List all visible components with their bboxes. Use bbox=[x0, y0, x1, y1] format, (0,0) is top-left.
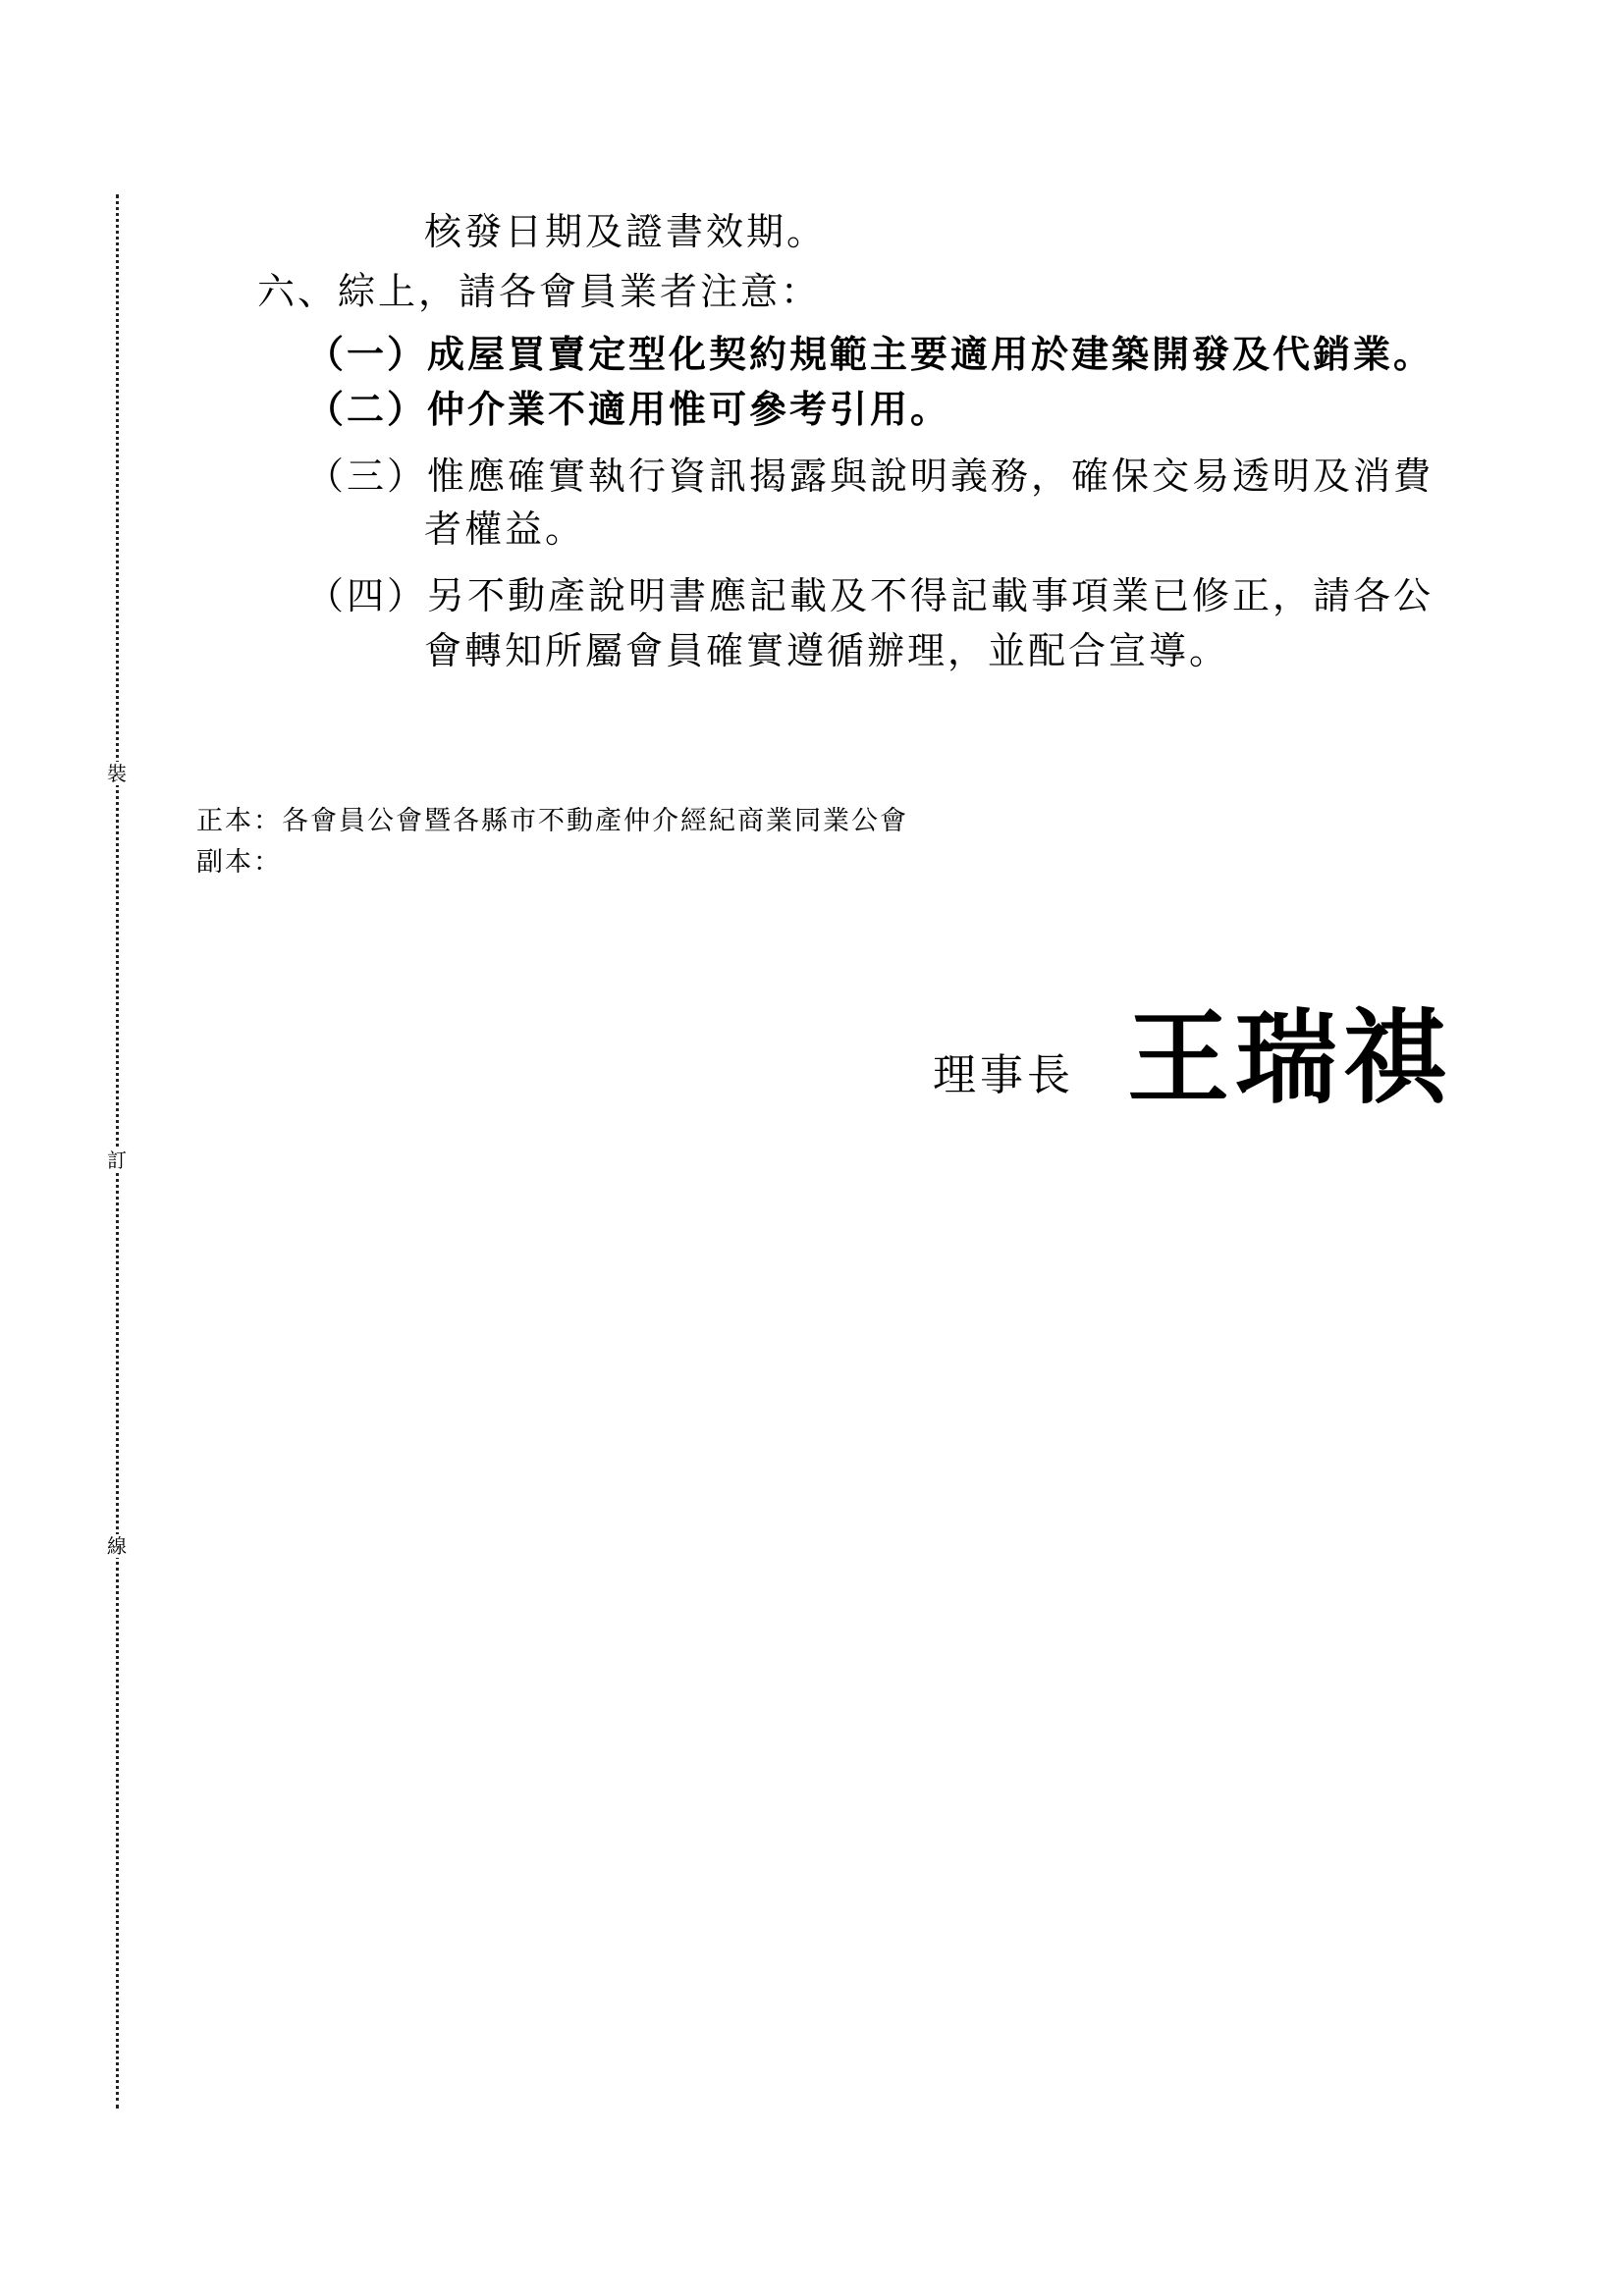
section-six-heading: 六、綜上，請各會員業者注意： bbox=[257, 270, 822, 313]
copy-recipients: 副本： bbox=[196, 847, 282, 878]
original-recipients: 正本：各會員公會暨各縣市不動產仲介經紀商業同業公會 bbox=[196, 806, 908, 836]
item-four-line-2: 會轉知所屬會員確實遵循辦理，並配合宣導。 bbox=[424, 629, 1230, 672]
item-four-line-1: （四）另不動產說明書應記載及不得記載事項業已修正，請各公 bbox=[306, 574, 1435, 617]
item-three-line-1: （三）惟應確實執行資訊揭露與說明義務，確保交易透明及消費 bbox=[306, 454, 1435, 498]
signer-title: 理事長 bbox=[933, 1050, 1074, 1100]
body-line-1: 核發日期及證書效期。 bbox=[424, 210, 828, 253]
binding-mark-ding: 訂 bbox=[102, 1148, 132, 1172]
item-two: （二）仲介業不適用惟可參考引用。 bbox=[306, 387, 951, 431]
signer-signature: 王瑞祺 bbox=[1127, 997, 1452, 1118]
item-three-line-2: 者權益。 bbox=[424, 507, 586, 551]
item-one: （一）成屋買賣定型化契約規範主要適用於建築開發及代銷業。 bbox=[306, 332, 1435, 376]
binding-mark-zhuang: 裝 bbox=[102, 762, 132, 785]
binding-mark-xian: 線 bbox=[102, 1534, 132, 1558]
